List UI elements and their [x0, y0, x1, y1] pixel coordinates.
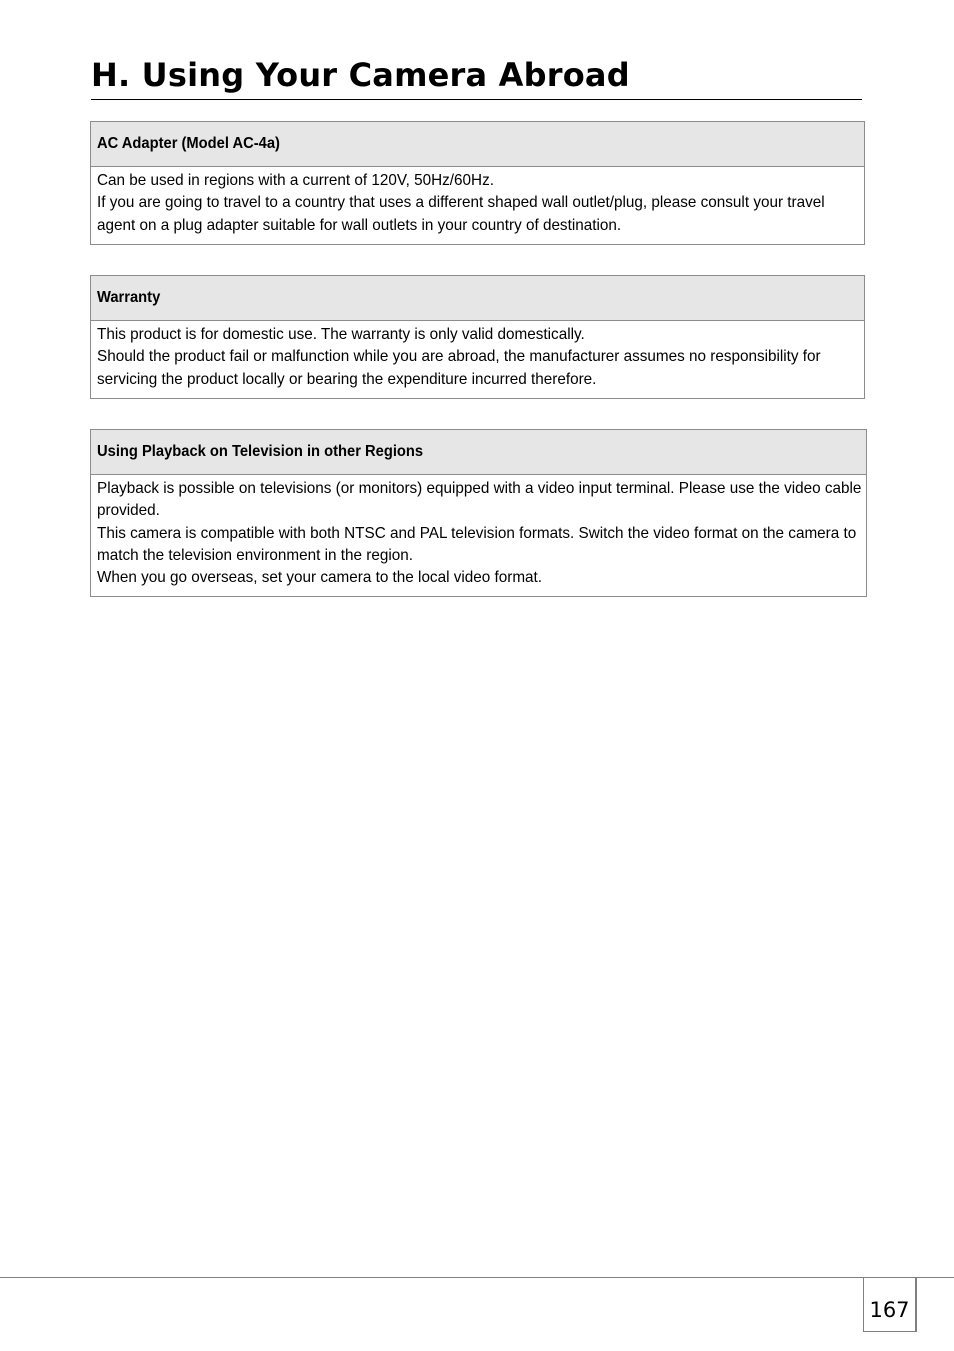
section-heading-text: Warranty — [97, 289, 161, 306]
section-heading-playback-television — [91, 430, 866, 475]
title-underline — [91, 99, 862, 100]
section-heading-ac-adapter — [91, 122, 864, 167]
section-warranty — [90, 275, 865, 399]
paragraph: Can be used in regions with a current of 120V, 50Hz/60Hz. — [97, 172, 494, 189]
paragraph: Should the product fail or malfunction while you are abroad, the manufacturer assumes no responsibility for servicing the product locally or bearing the expenditure incurred therefore. — [97, 348, 821, 388]
section-heading-text: Using Playback on Television in other Regions — [97, 443, 424, 460]
section-heading-text: AC Adapter (Model AC-4a) — [97, 135, 280, 152]
paragraph: This product is for domestic use. The warranty is only valid domestically. — [97, 326, 585, 343]
section-ac-adapter — [90, 121, 865, 245]
page-title: H. Using Your Camera Abroad — [91, 56, 630, 94]
page-number: 167 — [863, 1278, 917, 1332]
paragraph: This camera is compatible with both NTSC and PAL television formats. Switch the video format on the camera to match the television environment in the region. — [97, 524, 857, 564]
section-playback-television — [90, 429, 867, 597]
section-body-warranty — [91, 321, 864, 398]
paragraph: Playback is possible on televisions (or monitors) equipped with a video input terminal. Please use the video cable provided. — [97, 480, 862, 520]
section-heading-warranty — [91, 276, 864, 321]
section-body-playback-television — [91, 475, 866, 596]
footer-rule — [0, 1277, 954, 1278]
section-body-ac-adapter — [91, 167, 864, 244]
paragraph: If you are going to travel to a country that uses a different shaped wall outlet/plug, please consult your travel agent on a plug adapter suitable for wall outlets in your country of destination. — [97, 194, 825, 234]
paragraph: When you go overseas, set your camera to the local video format. — [97, 569, 543, 587]
